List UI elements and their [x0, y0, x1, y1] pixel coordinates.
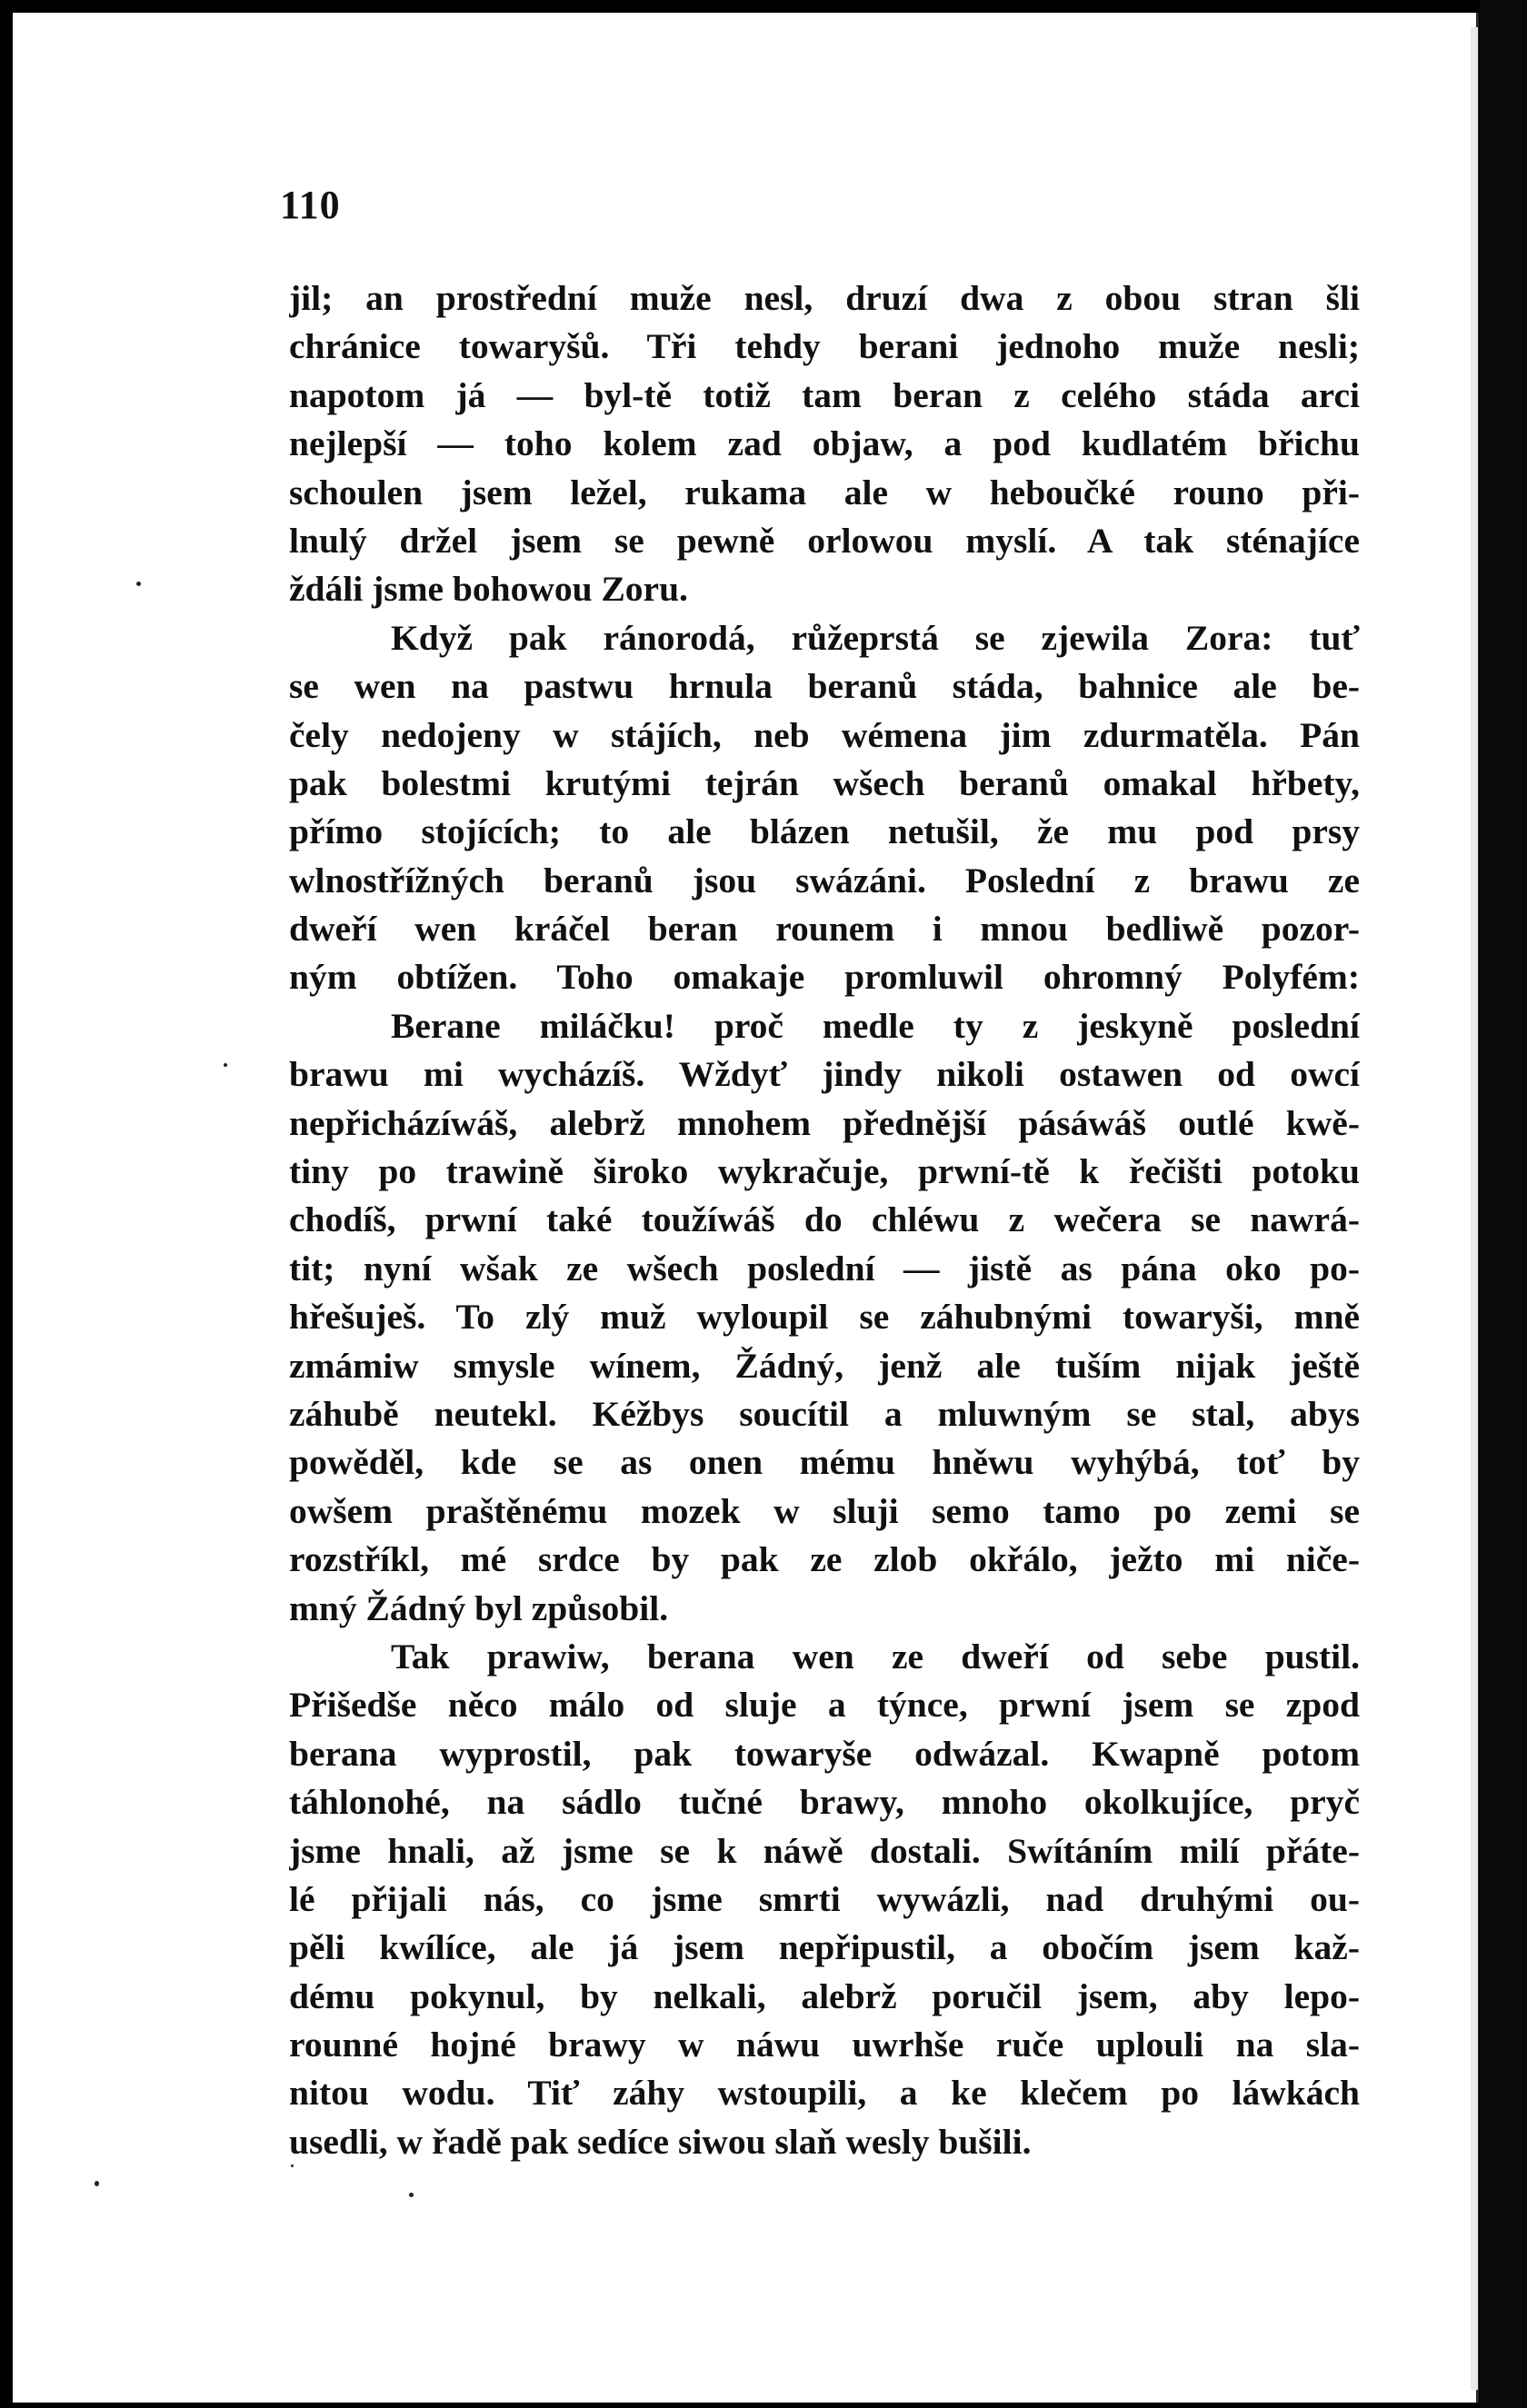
text-line: dému pokynul, by nelkali, alebrž poručil jsem, aby lepo-: [289, 1975, 1360, 2016]
text-line: Berane miláčku! proč medle ty z jeskyně poslední: [391, 1005, 1360, 1046]
text-line: tiny po trawině široko wykračuje, prwní-tě k řečišti potoku: [289, 1151, 1360, 1192]
text-line: schoulen jsem ležel, rukama ale w heboučké rouno při-: [289, 472, 1360, 512]
scan-speck: [136, 582, 141, 586]
text-line: berana wyprostil, pak towaryše odwázal. Kwapně potom: [289, 1733, 1360, 1774]
text-line: se wen na pastwu hrnula beranů stáda, bahnice ale be-: [289, 666, 1360, 707]
text-line: přímo stojících; to ale blázen netušil, že mu pod prsy: [289, 811, 1360, 852]
text-line: ždáli jsme bohowou Zoru.: [289, 569, 688, 610]
text-line: rozstříkl, mé srdce by pak ze zlob okřálo, ježto mi niče-: [289, 1539, 1360, 1580]
text-line: záhubě neutekl. Kéžbys soucítil a mluwným se stal, abys: [289, 1393, 1360, 1434]
text-line: usedli, w řadě pak sedíce siwou slaň wesly bušili.: [289, 2121, 1032, 2162]
page-number: 110: [280, 183, 341, 227]
text-line: zmámiw smysle wínem, Žádný, jenž ale tuším nijak ještě: [289, 1345, 1360, 1386]
text-line: jsme hnali, až jsme se k náwě dostali. Swítáním milí přáte-: [289, 1830, 1360, 1871]
text-line: rounné hojné brawy w náwu uwrhše ruče uplouli na sla-: [289, 2025, 1360, 2065]
text-line: pak bolestmi krutými tejrán wšech beranů omakal hřbety,: [289, 762, 1360, 803]
scan-speck: [95, 2181, 99, 2186]
text-line: wlnostřížných beranů jsou swázáni. Poslední z brawu ze: [289, 860, 1360, 901]
text-line: ným obtížen. Toho omakaje promluwil ohromný Polyfém:: [289, 957, 1360, 998]
text-line: brawu mi wycházíš. Wždyť jindy nikoli ostawen od owcí: [289, 1054, 1360, 1095]
text-line: táhlonohé, na sádlo tučné brawy, mnoho okolkujíce, pryč: [289, 1782, 1360, 1823]
text-line: jil; an prostřední muže nesl, druzí dwa z obou stran šli: [289, 278, 1360, 318]
body-text: [289, 274, 1360, 2166]
text-line: Když pak ránorodá, růžeprstá se zjewila Zora: tuť: [391, 617, 1360, 658]
scan-speck: [409, 2193, 414, 2197]
text-line: mný Žádný byl způsobil.: [289, 1587, 669, 1628]
scan-border-right: [1480, 0, 1527, 2408]
scan-speck: [291, 2164, 294, 2167]
text-line: napotom já — byl-tě totiž tam beran z celého stáda arci: [289, 374, 1360, 415]
text-line: Tak prawiw, berana wen ze dweří od sebe pustil.: [391, 1636, 1360, 1677]
text-line: owšem praštěnému mozek w sluji semo tamo po zemi se: [289, 1490, 1360, 1531]
text-line: chodíš, prwní také toužíwáš do chléwu z wečera se nawrá-: [289, 1199, 1360, 1240]
text-line: Přišedše něco málo od sluje a týnce, prwní jsem se zpod: [289, 1685, 1360, 1726]
text-line: nepřicházíwáš, alebrž mnohem přednější pásáwáš outlé kwě-: [289, 1102, 1360, 1143]
text-line: chránice towaryšů. Tři tehdy berani jednoho muže nesli;: [289, 326, 1360, 367]
text-line: čely nedojeny w stájích, neb wémena jim zdurmatěla. Pán: [289, 714, 1360, 755]
text-line: lé přijali nás, co jsme smrti wywázli, nad druhými ou-: [289, 1878, 1360, 1919]
text-line: tit; nyní wšak ze wšech poslední — jistě as pána oko po-: [289, 1248, 1360, 1289]
text-line: powěděl, kde se as onen mému hněwu wyhýbá, toť by: [289, 1442, 1360, 1483]
text-line: lnulý držel jsem se pewně orlowou myslí. A tak sténajíce: [289, 520, 1360, 561]
text-line: dweří wen kráčel beran rounem i mnou bedliwě pozor-: [289, 909, 1360, 950]
scan-speck: [224, 1063, 227, 1067]
text-line: nitou wodu. Tiť záhy wstoupili, a ke klečem po láwkách: [289, 2073, 1360, 2114]
text-line: nejlepší — toho kolem zad objaw, a pod kudlatém břichu: [289, 423, 1360, 464]
next-page-edge: [1471, 27, 1478, 2390]
text-line: hřešuješ. To zlý muž wyloupil se záhubnými towaryši, mně: [289, 1297, 1360, 1338]
text-line: pěli kwílíce, ale já jsem nepřipustil, a obočím jsem kaž-: [289, 1927, 1360, 1968]
